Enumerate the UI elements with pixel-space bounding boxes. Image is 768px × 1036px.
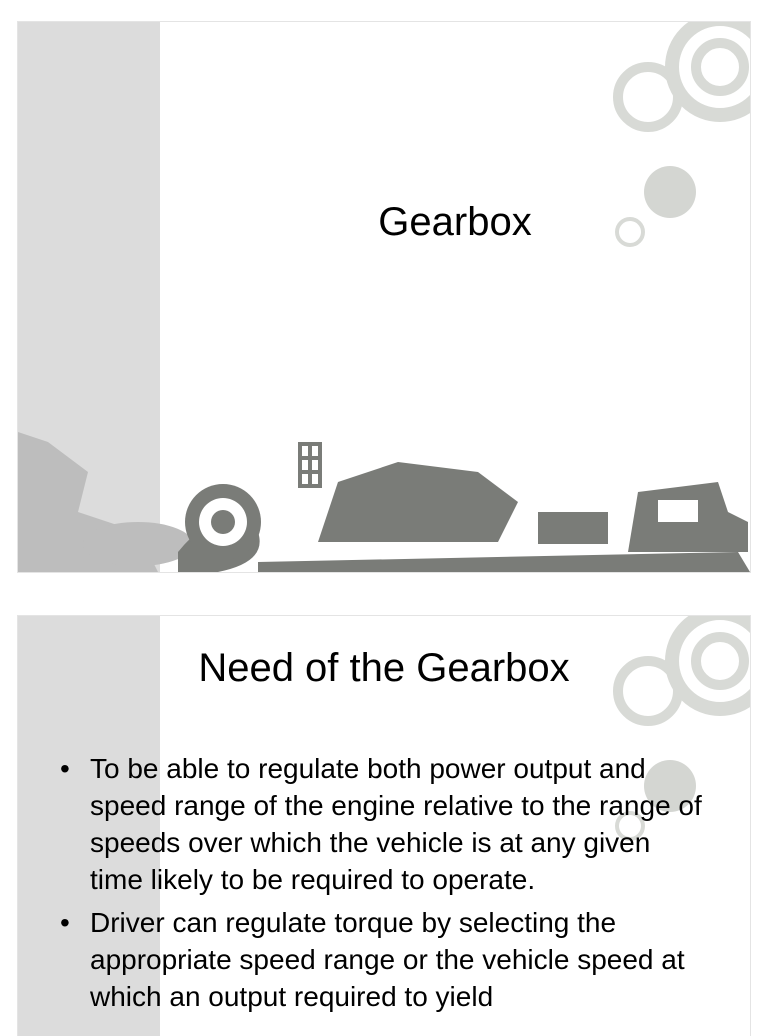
slide-content xyxy=(18,616,750,1036)
bullet-text: To be able to regulate both power output and speed range of the engine relative to the range of speeds over which the vehicle is at any given time likely to be required to operate. xyxy=(90,753,702,895)
bullet-icon: • xyxy=(60,753,70,784)
slide-title-text: Gearbox xyxy=(378,200,532,244)
junkyard-illustration xyxy=(18,412,750,572)
slide-title xyxy=(18,22,750,572)
slide-heading: Need of the Gearbox xyxy=(198,646,570,690)
bullet-list xyxy=(60,750,710,1021)
bullet-item xyxy=(60,750,710,898)
bullet-icon: • xyxy=(60,907,70,938)
bullet-text: Driver can regulate torque by selecting the appropriate speed range or the vehicle speed at which an output required to yield xyxy=(90,907,685,1012)
bullet-item xyxy=(60,904,710,1015)
